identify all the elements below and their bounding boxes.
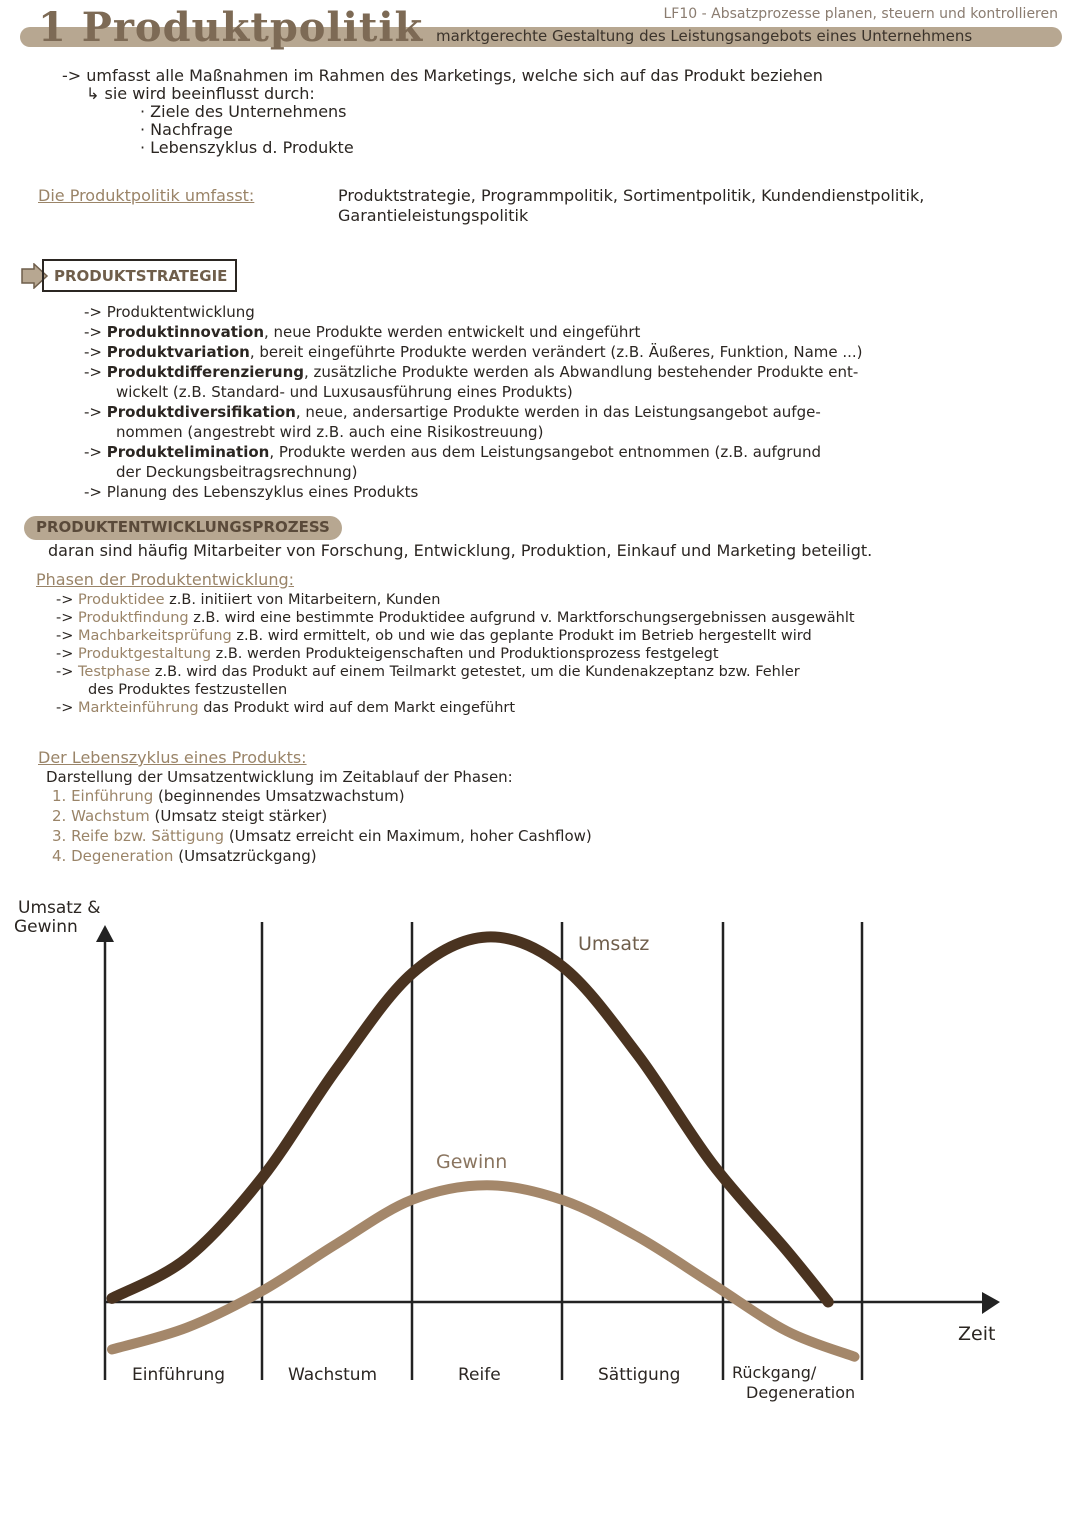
scope-text: Garantieleistungspolitik [338, 206, 529, 225]
x-axis-label: Zeit [958, 1323, 996, 1345]
phase-text: z.B. wird das Produkt auf einem Teilmarkt getestet, um die Kundenakzeptanz bzw. Fehler [154, 664, 800, 680]
phase-term: Testphase [78, 664, 151, 680]
lifecycle-phase: 3. Reife bzw. Sättigung [52, 827, 225, 845]
arrow-icon: -> [56, 610, 78, 626]
phase-item [56, 662, 800, 682]
phase-label: Wachstum [288, 1365, 378, 1385]
strategy-term: Produktentwicklung [106, 303, 255, 321]
series-label-gewinn: Gewinn [436, 1151, 508, 1173]
lifecycle-desc: (Umsatz erreicht ein Maximum, hoher Cashflow) [228, 827, 592, 845]
intro-sub-line: ↳ sie wird beeinflusst durch: [86, 84, 315, 103]
phase-item [56, 626, 812, 646]
phase-term: Produktgestaltung [78, 646, 212, 662]
process-heading: PRODUKTENTWICKLUNGSPROZESS [24, 516, 342, 540]
page-title: 1 Produktpolitik [38, 4, 424, 51]
arrow-icon: -> [84, 483, 107, 501]
lifecycle-item [52, 806, 327, 826]
page-subtitle: marktgerechte Gestaltung des Leistungsangebots eines Unternehmens [436, 27, 973, 45]
phase-text: z.B. wird eine bestimmte Produktidee aufgrund v. Marktforschungsergebnissen ausgewählt [193, 610, 855, 626]
strategy-text-cont: nommen (angestrebt wird z.B. auch eine Risikostreuung) [116, 423, 544, 441]
lifecycle-desc: (beginnendes Umsatzwachstum) [158, 787, 405, 805]
phase-text: z.B. wird ermittelt, ob und wie das geplante Produkt im Betrieb hergestellt wird [236, 628, 812, 644]
strategy-text-cont: der Deckungsbeitragsrechnung) [116, 463, 358, 481]
phase-text: das Produkt wird auf dem Markt eingeführt [203, 700, 516, 716]
course-label: LF10 - Absatzprozesse planen, steuern und kontrollieren [663, 6, 1058, 22]
arrow-icon: -> [56, 700, 78, 716]
lifecycle-phase: 1. Einführung [52, 787, 154, 805]
lifecycle-label: Der Lebenszyklus eines Produkts: [38, 748, 307, 767]
strategy-term: Produktinnovation [106, 323, 265, 341]
strategy-text: , neue Produkte werden entwickelt und eingeführt [264, 323, 641, 341]
phase-term: Produktidee [78, 592, 165, 608]
series-line-umsatz [112, 937, 828, 1302]
y-axis-label: Gewinn [14, 917, 78, 937]
strategy-item [84, 482, 418, 502]
arrow-icon: -> [84, 443, 107, 461]
lifecycle-intro: Darstellung der Umsatzentwicklung im Zeitablauf der Phasen: [46, 768, 513, 786]
arrow-icon: -> [56, 664, 78, 680]
intro-line: -> umfasst alle Maßnahmen im Rahmen des Marketings, welche sich auf das Produkt beziehen [62, 66, 823, 85]
phase-item [56, 590, 440, 610]
arrow-icon: -> [84, 403, 107, 421]
lifecycle-item [52, 786, 405, 806]
phase-label: Degeneration [746, 1383, 856, 1402]
strategy-item [84, 342, 863, 362]
phase-item [56, 608, 855, 628]
arrow-icon: -> [84, 363, 107, 381]
strategy-item [84, 322, 640, 342]
phase-text: z.B. initiiert von Mitarbeitern, Kunden [169, 592, 441, 608]
scope-text: Produktstrategie, Programmpolitik, Sortimentpolitik, Kundendienstpolitik, [338, 186, 925, 205]
arrow-icon: -> [56, 628, 78, 644]
strategy-term: Produktvariation [106, 343, 250, 361]
process-intro: daran sind häufig Mitarbeiter von Forschung, Entwicklung, Produktion, Einkauf und Marketing beteiligt. [48, 541, 873, 560]
phase-label: Einführung [132, 1365, 226, 1385]
strategy-text: , Produkte werden aus dem Leistungsangebot entnommen (z.B. aufgrund [269, 443, 821, 461]
phase-item [56, 644, 719, 664]
phase-text-cont: des Produktes festzustellen [88, 682, 288, 698]
strategy-text: , zusätzliche Produkte werden als Abwandlung bestehender Produkte ent- [304, 363, 859, 381]
phase-label: Rückgang/ [732, 1363, 817, 1382]
lifecycle-desc: (Umsatzrückgang) [178, 847, 317, 865]
strategy-term: Produktdifferenzierung [106, 363, 304, 381]
phase-label: Reife [458, 1365, 501, 1385]
strategy-text: , neue, andersartige Produkte werden in das Leistungsangebot aufge- [295, 403, 821, 421]
strategy-term: Produktdiversifikation [106, 403, 296, 421]
lifecycle-desc: (Umsatz steigt stärker) [154, 807, 328, 825]
x-axis-arrow-icon [982, 1292, 1000, 1314]
lifecycle-item [52, 846, 317, 866]
scope-label: Die Produktpolitik umfasst: [38, 186, 255, 205]
y-axis-arrow-icon [96, 925, 114, 942]
series-label-umsatz: Umsatz [578, 933, 650, 955]
phase-term: Produktfindung [78, 610, 189, 626]
strategy-text-cont: wickelt (z.B. Standard- und Luxusausführung eines Produkts) [116, 383, 573, 401]
lifecycle-phase: 2. Wachstum [52, 807, 150, 825]
strategy-item [84, 362, 858, 382]
strategy-term: Produktelimination [106, 443, 270, 461]
phase-term: Machbarkeitsprüfung [78, 628, 232, 644]
arrow-icon: -> [84, 303, 107, 321]
strategy-heading: PRODUKTSTRATEGIE [42, 259, 237, 292]
phases-label: Phasen der Produktentwicklung: [36, 570, 295, 589]
phase-term: Markteinführung [78, 700, 199, 716]
strategy-item [84, 302, 255, 322]
phase-item [56, 698, 515, 718]
lifecycle-item [52, 826, 592, 846]
phase-label: Sättigung [598, 1365, 681, 1385]
y-axis-label: Umsatz & [18, 898, 101, 918]
series-line-gewinn [112, 1185, 855, 1357]
influence-item: · Nachfrage [140, 120, 233, 139]
influence-item: · Ziele des Unternehmens [140, 102, 347, 121]
influence-item: · Lebenszyklus d. Produkte [140, 138, 354, 157]
strategy-item [84, 402, 821, 422]
arrow-icon: -> [56, 646, 78, 662]
lifecycle-phase: 4. Degeneration [52, 847, 174, 865]
strategy-item [84, 442, 821, 462]
lifecycle-chart [0, 880, 1080, 1420]
strategy-text: , bereit eingeführte Produkte werden verändert (z.B. Äußeres, Funktion, Name ...) [249, 343, 863, 361]
arrow-icon: -> [56, 592, 78, 608]
phase-text: z.B. werden Produkteigenschaften und Produktionsprozess festgelegt [215, 646, 719, 662]
arrow-icon: -> [84, 323, 107, 341]
strategy-term: Planung des Lebenszyklus eines Produkts [106, 483, 419, 501]
arrow-icon: -> [84, 343, 107, 361]
